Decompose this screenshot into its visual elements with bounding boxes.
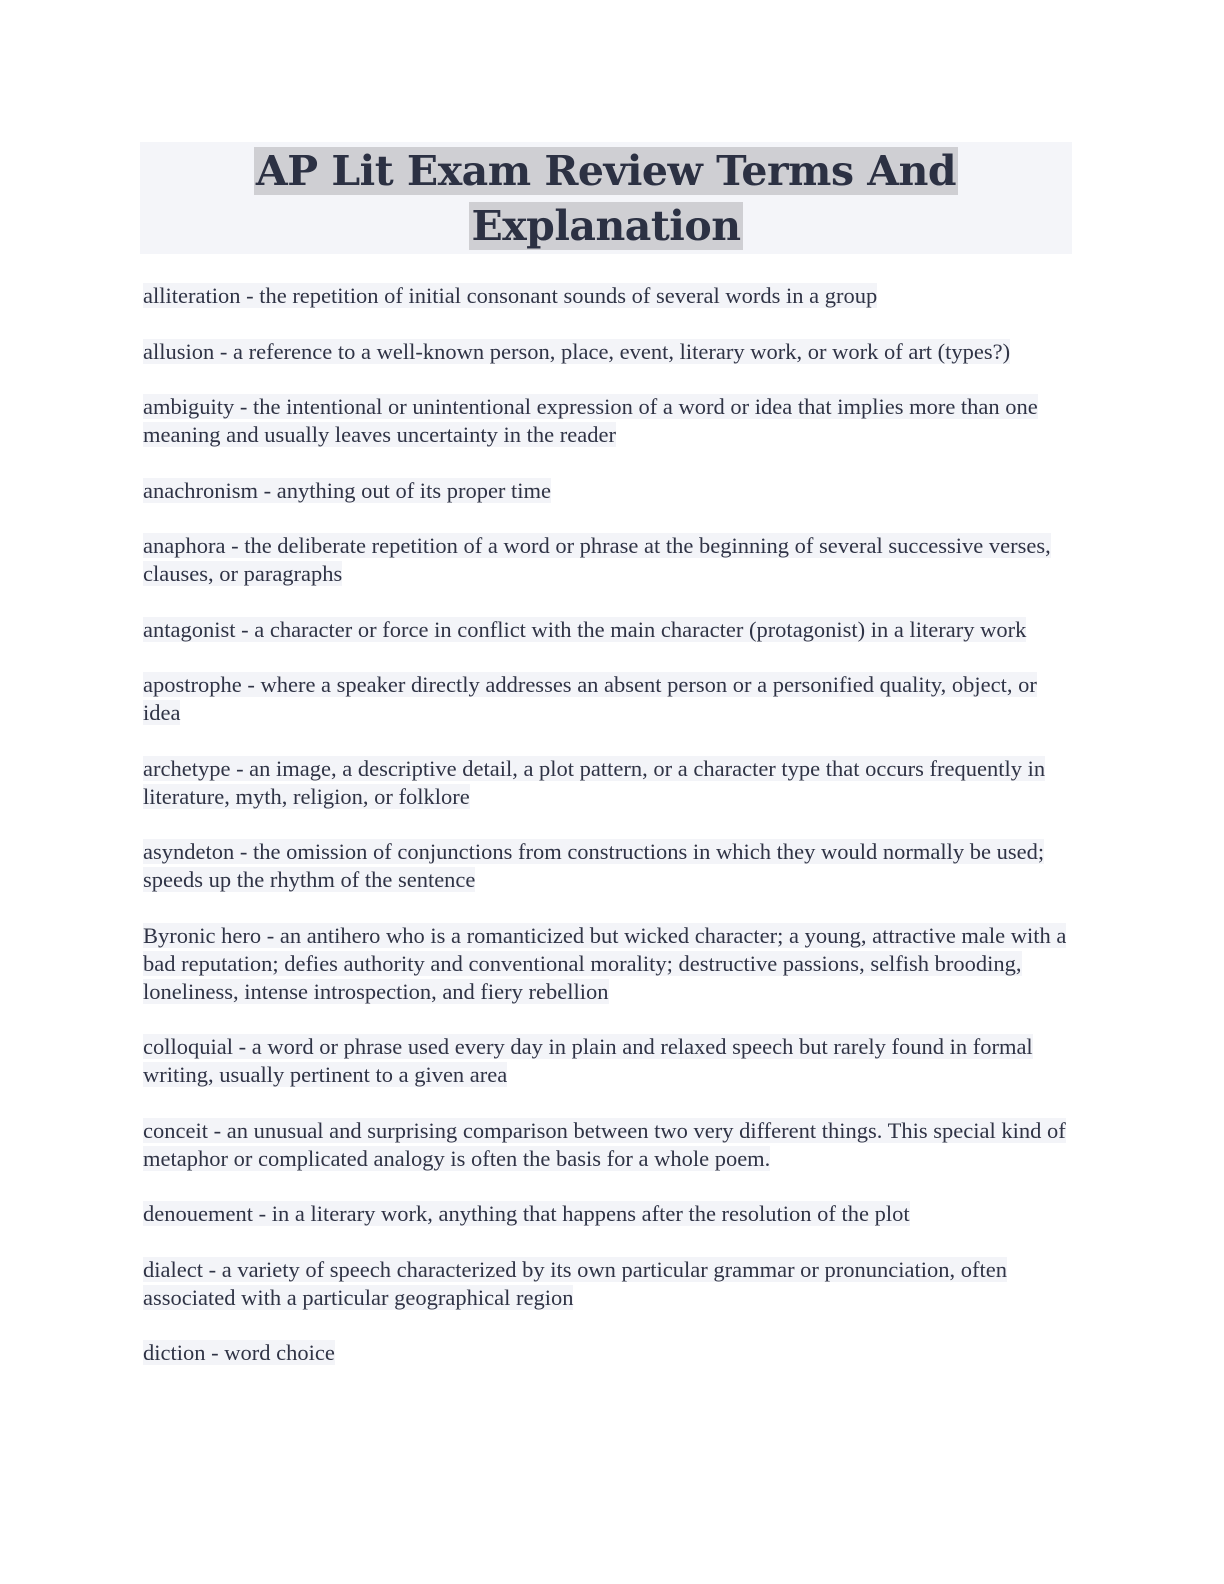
term-text: apostrophe - where a speaker directly addresses an absent person or a personified quality, object, or idea (143, 672, 1037, 725)
term-text: Byronic hero - an antihero who is a romanticized but wicked character; a young, attractive male with a bad reputation; defies authority and conventional morality; destructive passions, selfish brooding, loneliness, intense introspection, and fiery rebellion (143, 922, 1067, 1004)
term-text: asyndeton - the omission of conjunctions from constructions in which they would normally be used; speeds up the rhythm of the sentence (143, 839, 1045, 892)
term-text: colloquial - a word or phrase used every day in plain and relaxed speech but rarely found in formal writing, usually pertinent to a given area (143, 1034, 1033, 1087)
term-text: alliteration - the repetition of initial consonant sounds of several words in a group (143, 283, 878, 308)
term-archetype (143, 755, 1073, 811)
term-text: diction - word choice (143, 1340, 335, 1365)
term-asyndeton (143, 838, 1073, 894)
term-text: archetype - an image, a descriptive detail, a plot pattern, or a character type that occurs frequently in literature, myth, religion, or folklore (143, 755, 1046, 809)
term-alliteration (143, 282, 1073, 310)
term-text: dialect - a variety of speech characterized by its own particular grammar or pronunciation, often associated with a particular geographical region (143, 1256, 1007, 1310)
title-band (140, 142, 1072, 254)
term-denouement (143, 1200, 1073, 1228)
term-anachronism (143, 477, 1073, 505)
page-title-text: AP Lit Exam Review Terms And Explanation (255, 147, 957, 250)
term-byronic-hero (143, 922, 1073, 1006)
term-anaphora (143, 532, 1073, 588)
term-allusion (143, 338, 1073, 366)
document-page (140, 142, 1072, 1395)
term-antagonist (143, 616, 1073, 644)
terms-list (140, 282, 1072, 1367)
term-colloquial (143, 1033, 1073, 1089)
term-ambiguity (143, 393, 1073, 449)
term-text: conceit - an unusual and surprising comparison between two very different things. This special kind of metaphor or complicated analogy is often the basis for a whole poem. (143, 1117, 1066, 1171)
term-dialect (143, 1256, 1073, 1312)
page-title (140, 144, 1072, 254)
term-diction (143, 1339, 1073, 1367)
term-text: ambiguity - the intentional or unintentional expression of a word or idea that implies more than one meaning and usually leaves uncertainty in the reader (143, 394, 1038, 447)
term-text: allusion - a reference to a well-known person, place, event, literary work, or work of art (types?) (143, 338, 1011, 364)
term-text: anaphora - the deliberate repetition of a word or phrase at the beginning of several successive verses, clauses, or paragraphs (143, 533, 1051, 586)
term-conceit (143, 1117, 1073, 1173)
term-text: antagonist - a character or force in conflict with the main character (protagonist) in a literary work (143, 616, 1027, 642)
term-text: denouement - in a literary work, anything that happens after the resolution of the plot (143, 1201, 910, 1226)
term-text: anachronism - anything out of its proper time (143, 477, 552, 503)
term-apostrophe (143, 671, 1073, 727)
